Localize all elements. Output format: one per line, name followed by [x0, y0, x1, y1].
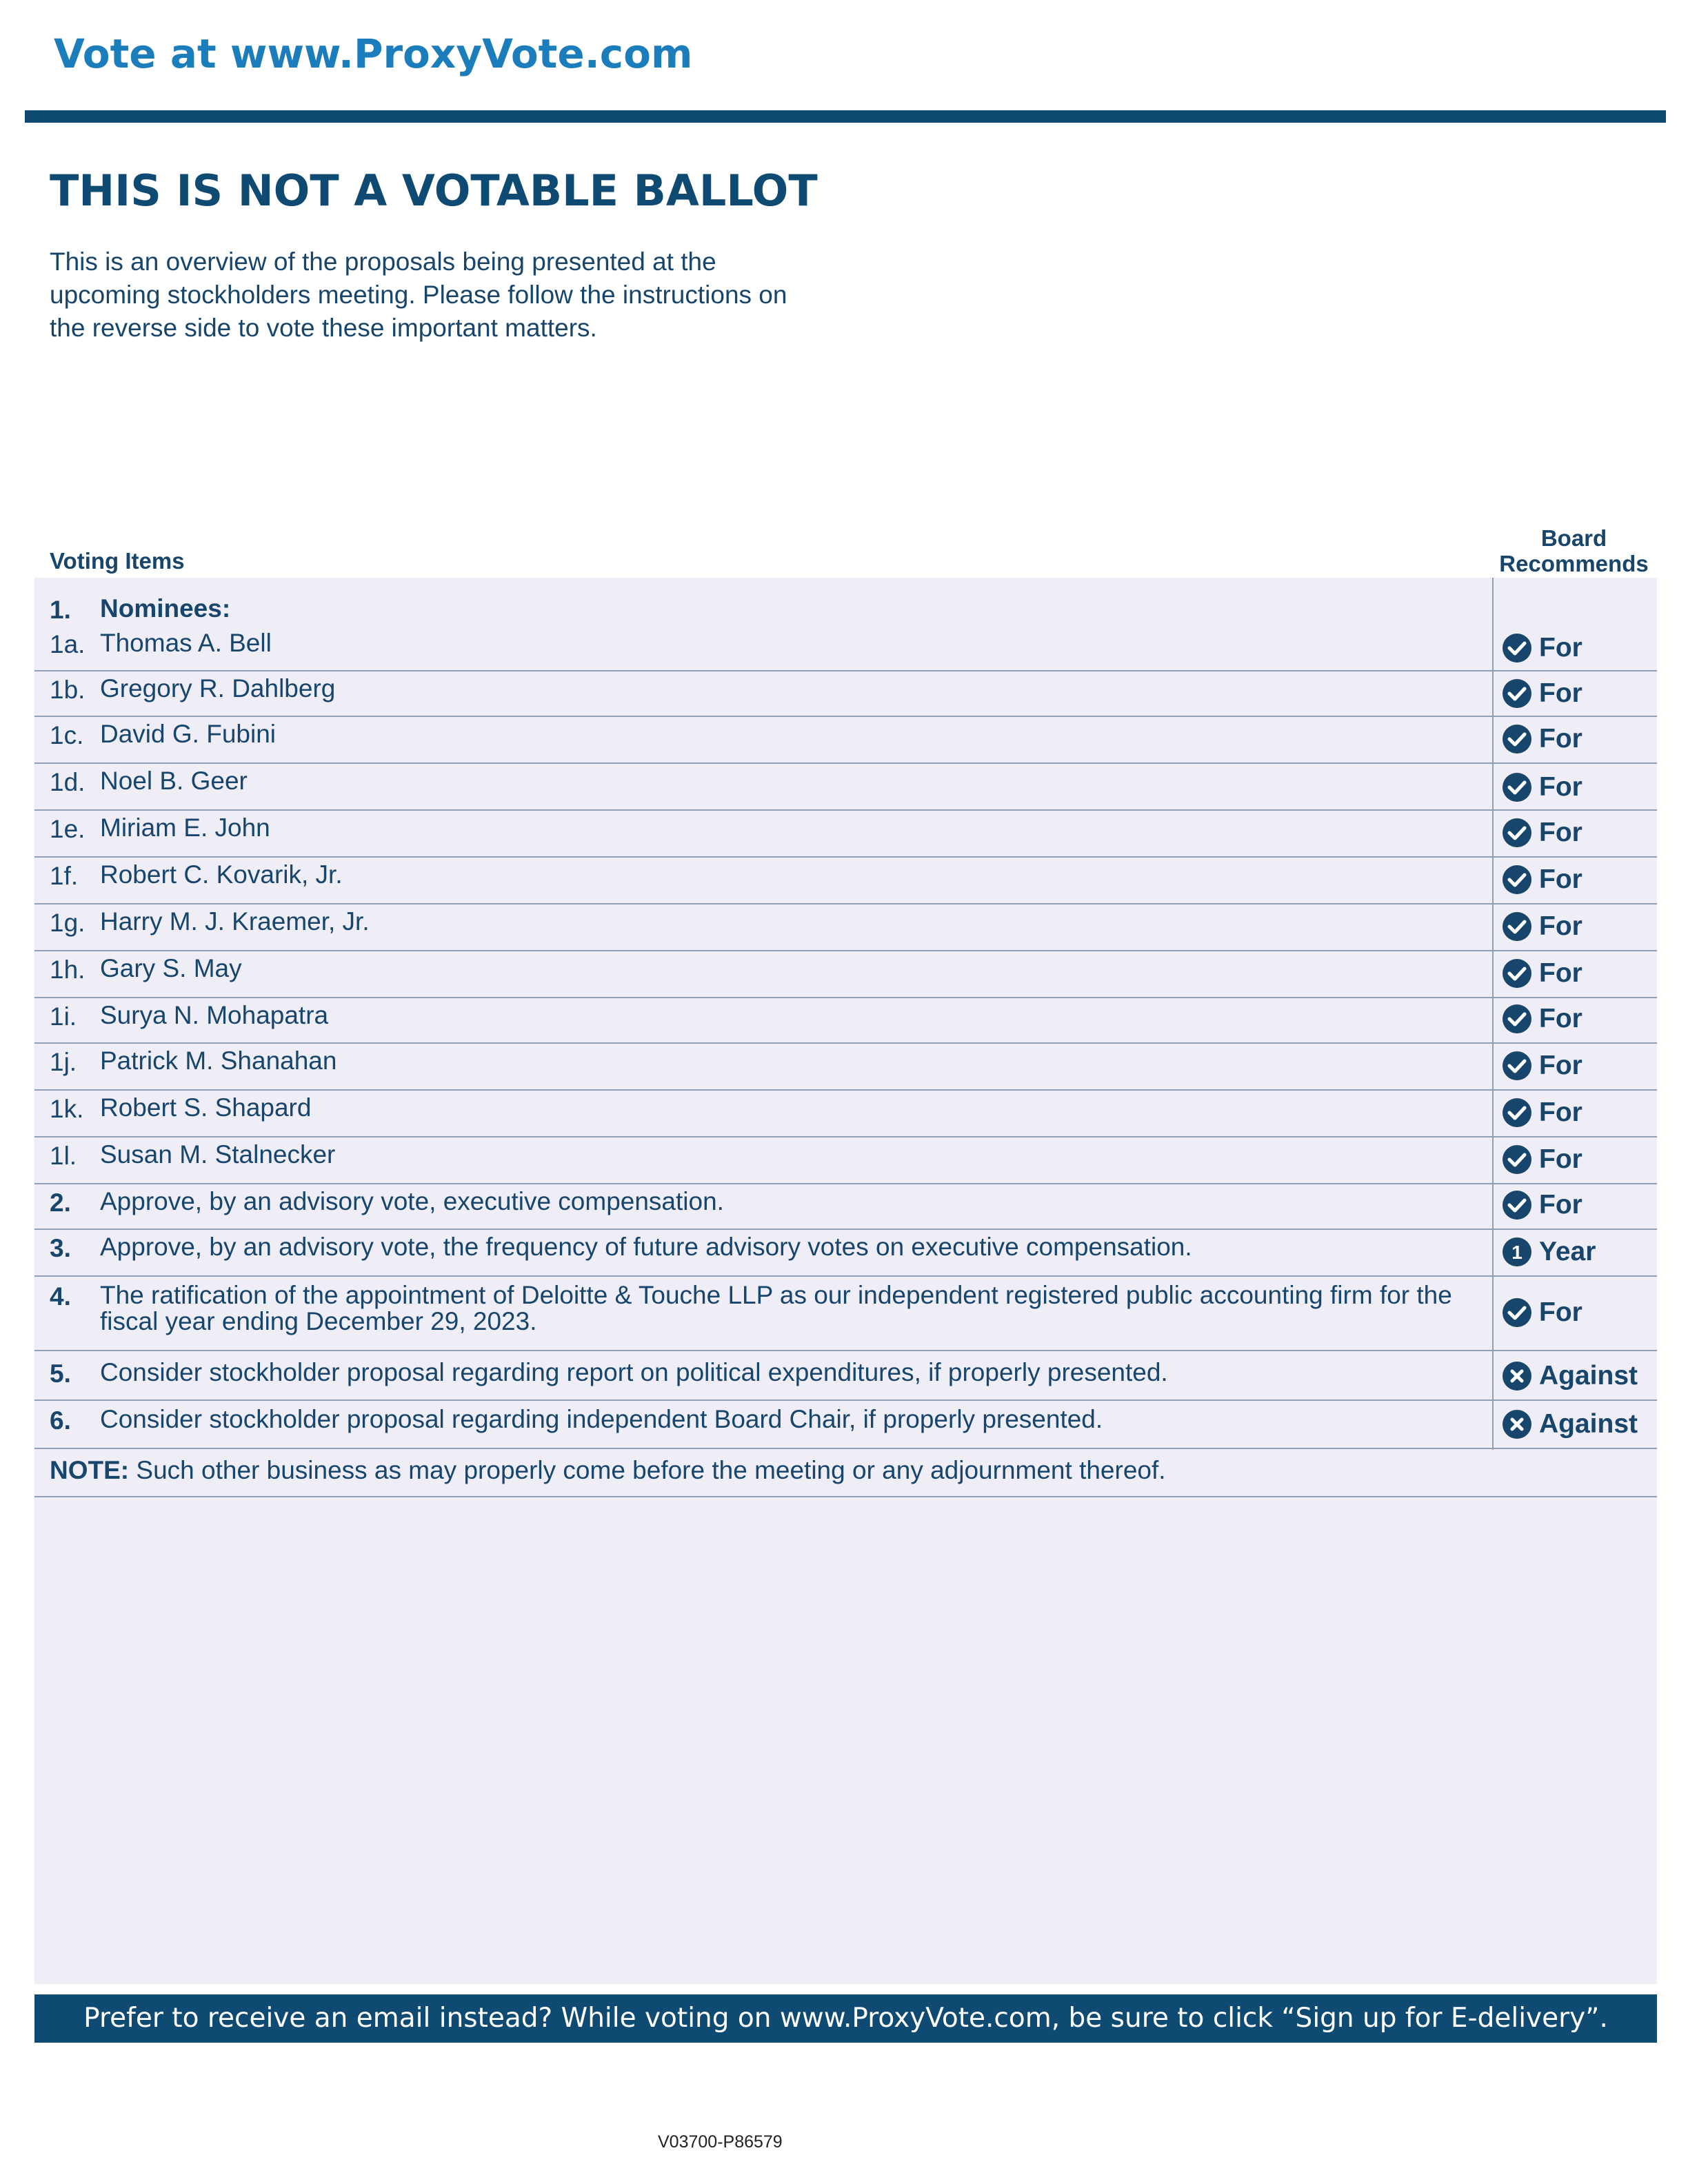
- recommendation-label: For: [1539, 1144, 1582, 1174]
- one-circle-icon: [1502, 1237, 1532, 1267]
- check-circle-icon: [1502, 958, 1532, 989]
- recommendation-label: For: [1539, 1004, 1582, 1033]
- item-text: Thomas A. Bell: [100, 629, 272, 657]
- recommendation-label: For: [1539, 724, 1582, 754]
- voting-row: [34, 671, 1657, 717]
- item-number: 1d.: [50, 768, 86, 796]
- recommendation: [1502, 1237, 1596, 1267]
- recommendation: [1502, 724, 1582, 754]
- item-text: The ratification of the appointment of Deloitte & Touche LLP as our independent registered public accounting firm for the fiscal year ending December 29, 2023.: [100, 1281, 1452, 1335]
- item-number: 1k.: [50, 1095, 84, 1123]
- voting-items-header: Voting Items: [50, 548, 185, 574]
- item-text: Patrick M. Shanahan: [100, 1046, 337, 1075]
- item-text: Susan M. Stalnecker: [100, 1140, 336, 1169]
- voting-row: [34, 1401, 1657, 1449]
- recommendation-label: For: [1539, 772, 1582, 802]
- check-circle-icon: [1502, 633, 1532, 663]
- item-number: 4.: [50, 1282, 71, 1311]
- recommendation: [1502, 958, 1582, 989]
- item-text: Surya N. Mohapatra: [100, 1001, 329, 1029]
- recommendation: [1502, 1409, 1638, 1439]
- check-circle-icon: [1502, 1004, 1532, 1034]
- e-delivery-banner: Prefer to receive an email instead? While voting on www.ProxyVote.com, be sure to click “Sign up for E-delivery”.: [34, 1994, 1657, 2043]
- board-recommends-header: [1483, 525, 1665, 576]
- voting-row: [34, 1044, 1657, 1091]
- item-number: 1.: [50, 596, 71, 624]
- board-recommends-line1: Board: [1540, 525, 1607, 551]
- recommendation: [1502, 1297, 1582, 1328]
- x-circle-icon: [1502, 1409, 1532, 1439]
- recommendation: [1502, 1144, 1582, 1175]
- voting-row: [34, 951, 1657, 998]
- item-number: 1e.: [50, 815, 86, 843]
- recommendation-label: For: [1539, 911, 1582, 941]
- recommendation: [1502, 1190, 1582, 1220]
- recommendation-label: For: [1539, 958, 1582, 988]
- intro-paragraph: This is an overview of the proposals being presented at the upcoming stockholders meeting. Please follow the instructions on the reverse side to vote these important matters.: [50, 247, 787, 342]
- item-number: 1h.: [50, 956, 86, 984]
- voting-row-nominees: [34, 578, 1657, 671]
- check-circle-icon: [1502, 865, 1532, 895]
- recommendation: [1502, 678, 1582, 709]
- item-text: Nominees:: [100, 594, 231, 623]
- recommendation: [1502, 1098, 1582, 1128]
- voting-row: [34, 904, 1657, 951]
- item-number: 1a.: [50, 630, 86, 658]
- item-text: Consider stockholder proposal regarding report on political expenditures, if properly presented.: [100, 1358, 1168, 1386]
- board-recommends-line2: Recommends: [1499, 551, 1649, 576]
- recommendation: [1502, 911, 1582, 942]
- recommendation: [1502, 772, 1582, 802]
- item-text: Robert S. Shapard: [100, 1093, 312, 1122]
- check-circle-icon: [1502, 818, 1532, 848]
- note-body: Such other business as may properly come before the meeting or any adjournment thereof.: [136, 1456, 1166, 1484]
- check-circle-icon: [1502, 911, 1532, 942]
- voting-row: [34, 717, 1657, 764]
- document-code: V03700-P86579: [658, 2132, 783, 2152]
- x-circle-icon: [1502, 1361, 1532, 1391]
- voting-row: [34, 998, 1657, 1044]
- voting-row: [34, 1184, 1657, 1230]
- recommendation-label: For: [1539, 865, 1582, 894]
- recommendation: [1502, 633, 1582, 663]
- recommendation-label: For: [1539, 1190, 1582, 1220]
- one-circle-icon-digit: 1: [1511, 1242, 1523, 1263]
- item-number: 1g.: [50, 909, 86, 937]
- recommendation-label: For: [1539, 818, 1582, 847]
- check-circle-icon: [1502, 1297, 1532, 1328]
- check-circle-icon: [1502, 1144, 1532, 1175]
- voting-row: [34, 1277, 1657, 1351]
- item-text: Noel B. Geer: [100, 767, 248, 795]
- item-number: 1l.: [50, 1142, 77, 1170]
- recommendation-label: For: [1539, 1297, 1582, 1327]
- item-text: Harry M. J. Kraemer, Jr.: [100, 907, 370, 936]
- voting-row: [34, 764, 1657, 811]
- recommendation-label: Year: [1539, 1237, 1596, 1266]
- item-number: 1f.: [50, 862, 79, 890]
- check-circle-icon: [1502, 772, 1532, 802]
- recommendation-label: For: [1539, 633, 1582, 663]
- item-text: Robert C. Kovarik, Jr.: [100, 860, 343, 889]
- header-divider-bar: [25, 110, 1666, 123]
- recommendation: [1502, 865, 1582, 895]
- recommendation: [1502, 1004, 1582, 1034]
- page-title: THIS IS NOT A VOTABLE BALLOT: [50, 165, 818, 216]
- recommendation-label: Against: [1539, 1409, 1638, 1439]
- item-text: Approve, by an advisory vote, executive compensation.: [100, 1187, 724, 1215]
- item-text: Consider stockholder proposal regarding independent Board Chair, if properly presented.: [100, 1405, 1103, 1433]
- item-number: 1b.: [50, 676, 86, 704]
- item-text: David G. Fubini: [100, 720, 276, 748]
- voting-row: [34, 811, 1657, 858]
- recommendation-label: For: [1539, 678, 1582, 708]
- voting-row: [34, 1230, 1657, 1277]
- note-label: NOTE:: [50, 1456, 130, 1484]
- check-circle-icon: [1502, 1098, 1532, 1128]
- item-number: 5.: [50, 1359, 71, 1388]
- recommendation-label: For: [1539, 1098, 1582, 1127]
- item-number: 1c.: [50, 721, 84, 749]
- voting-row: [34, 1091, 1657, 1138]
- recommendation: [1502, 818, 1582, 848]
- item-text: Approve, by an advisory vote, the frequency of future advisory votes on executive compensation.: [100, 1233, 1192, 1261]
- check-circle-icon: [1502, 1051, 1532, 1081]
- proxyvote-link[interactable]: Vote at www.ProxyVote.com: [54, 30, 693, 77]
- check-circle-icon: [1502, 1190, 1532, 1220]
- recommendation-label: Against: [1539, 1361, 1638, 1391]
- recommendation: [1502, 1361, 1638, 1391]
- voting-row: [34, 1138, 1657, 1184]
- check-circle-icon: [1502, 724, 1532, 754]
- item-text: Gregory R. Dahlberg: [100, 674, 336, 702]
- check-circle-icon: [1502, 678, 1532, 709]
- recommendation-label: For: [1539, 1051, 1582, 1080]
- item-number: 2.: [50, 1189, 71, 1217]
- item-text: Gary S. May: [100, 954, 242, 982]
- note-row: [34, 1449, 1657, 1497]
- voting-row: [34, 1351, 1657, 1401]
- item-number: 3.: [50, 1234, 71, 1262]
- recommendation: [1502, 1051, 1582, 1081]
- item-text: Miriam E. John: [100, 813, 270, 842]
- item-number: 6.: [50, 1406, 71, 1435]
- item-number: 1j.: [50, 1048, 77, 1076]
- voting-row: [34, 858, 1657, 904]
- item-number: 1i.: [50, 1002, 77, 1031]
- note-text: [50, 1457, 1636, 1484]
